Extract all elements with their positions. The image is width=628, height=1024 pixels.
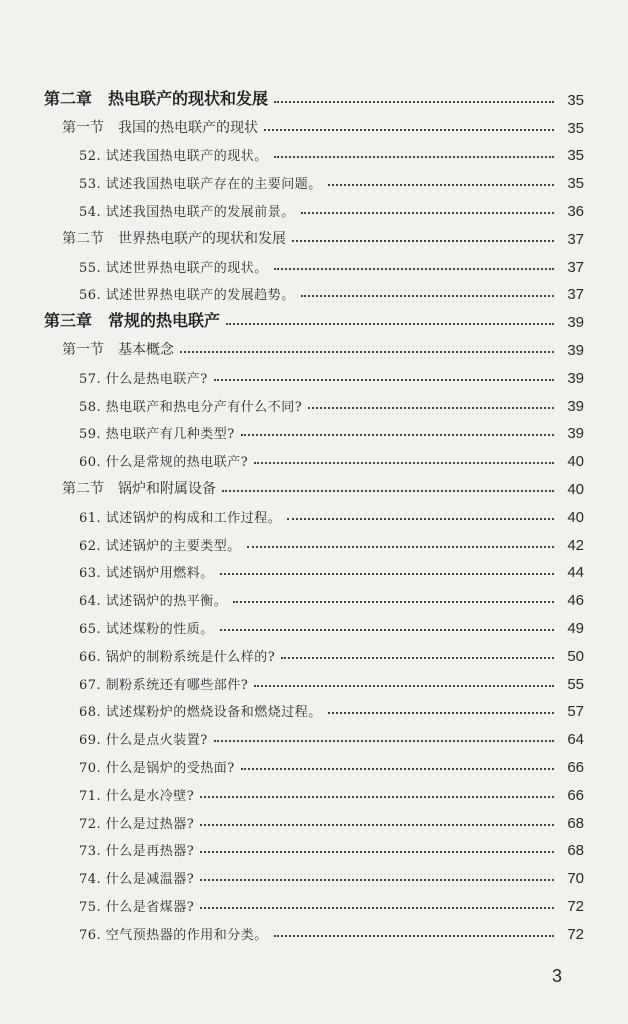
dot-leader [180,351,554,353]
dot-leader [254,685,554,687]
toc-entry-title: 75. 什么是省煤器? [79,899,195,915]
toc-section-entry [44,470,584,498]
toc-entry-page: 35 [567,175,584,193]
toc-entry-page: 39 [567,425,584,443]
toc-entry-page: 39 [567,341,584,359]
toc-entry-page: 70 [567,870,584,888]
toc-entry-title: 第一节 我国的热电联产的现状 [62,119,258,136]
toc-entry-title: 66. 锅炉的制粉系统是什么样的? [79,649,276,665]
dot-leader [241,768,554,770]
dot-leader [264,129,554,131]
toc-entry-title: 58. 热电联产和热电分产有什么不同? [79,399,303,415]
toc-entry-title: 59. 热电联产有几种类型? [79,427,235,443]
toc-entry-page: 42 [567,536,584,554]
dot-leader [308,407,554,409]
dot-leader [301,212,554,214]
toc-entry-title: 61. 试述锅炉的构成和工作过程。 [79,510,282,526]
toc-entry-page: 46 [567,592,584,610]
dot-leader [281,657,554,659]
toc-entry-title: 第二节 锅炉和附属设备 [62,480,216,497]
toc-entry-page: 57 [567,703,584,721]
toc-item-entry [44,609,584,637]
toc-entry-title: 67. 制粉系统还有哪些部件? [79,677,249,693]
toc-entry-page: 68 [567,842,584,860]
toc-entry-title: 53. 试述我国热电联产存在的主要问题。 [79,177,322,193]
toc-entry-title: 56. 试述世界热电联产的发展趋势。 [79,288,295,304]
toc-entry-title: 64. 试述锅炉的热平衡。 [79,594,228,610]
page-number: 3 [552,966,563,986]
toc-entry-page: 55 [567,675,584,693]
dot-leader [200,824,554,826]
toc-entry-page: 39 [567,314,584,332]
toc-entry-title: 第一节 基本概念 [62,341,174,358]
toc-item-entry [44,859,584,887]
toc-entry-page: 50 [567,647,584,665]
dot-leader [200,907,554,909]
dot-leader [328,712,554,714]
dot-leader [274,935,554,937]
toc-entry-title: 68. 试述煤粉炉的燃烧设备和燃烧过程。 [79,705,322,721]
toc-item-entry [44,887,584,915]
dot-leader [301,295,554,297]
toc-entry-page: 44 [567,564,584,582]
toc-chapter-entry [44,303,584,331]
dot-leader [254,462,554,464]
toc-item-entry [44,832,584,860]
toc-entry-title: 55. 试述世界热电联产的现状。 [79,260,268,276]
toc-entry-page: 64 [567,731,584,749]
dot-leader [274,156,554,158]
toc-entry-title: 62. 试述锅炉的主要类型。 [79,538,241,554]
toc-entry-page: 37 [567,286,584,304]
toc-entry-page: 40 [567,508,584,526]
toc-item-entry [44,748,584,776]
toc-item-entry [44,192,584,220]
table-of-contents [44,81,584,943]
toc-item-entry [44,248,584,276]
toc-item-entry [44,554,584,582]
dot-leader [200,851,554,853]
toc-entry-page: 68 [567,814,584,832]
toc-entry-title: 70. 什么是锅炉的受热面? [79,760,235,776]
dot-leader [200,879,554,881]
toc-entry-title: 第二节 世界热电联产的现状和发展 [62,230,286,247]
toc-item-entry [44,164,584,192]
toc-entry-title: 76. 空气预热器的作用和分类。 [79,927,268,943]
toc-entry-title: 65. 试述煤粉的性质。 [79,621,214,637]
toc-entry-title: 71. 什么是水冷壁? [79,788,195,804]
toc-entry-page: 37 [567,230,584,248]
toc-item-entry [44,665,584,693]
toc-entry-title: 74. 什么是减温器? [79,872,195,888]
toc-item-entry [44,415,584,443]
toc-entry-page: 66 [567,786,584,804]
toc-item-entry [44,442,584,470]
dot-leader [233,601,554,603]
toc-item-entry [44,915,584,943]
dot-leader [247,546,554,548]
dot-leader [274,101,554,103]
toc-entry-page: 35 [567,91,584,109]
toc-entry-page: 37 [567,258,584,276]
toc-entry-page: 40 [567,453,584,471]
toc-entry-title: 54. 试述我国热电联产的发展前景。 [79,204,295,220]
toc-item-entry [44,137,584,165]
toc-section-entry [44,220,584,248]
toc-entry-title: 69. 什么是点火装置? [79,733,208,749]
toc-entry-page: 39 [567,397,584,415]
toc-entry-title: 60. 什么是常规的热电联产? [79,455,249,471]
dot-leader [241,434,554,436]
dot-leader [287,518,554,520]
dot-leader [226,323,554,325]
toc-entry-page: 35 [567,147,584,165]
toc-item-entry [44,387,584,415]
dot-leader [220,573,554,575]
toc-entry-title: 73. 什么是再热器? [79,844,195,860]
toc-item-entry [44,720,584,748]
dot-leader [292,240,554,242]
toc-entry-title: 63. 试述锅炉用燃料。 [79,566,214,582]
dot-leader [200,796,554,798]
toc-item-entry [44,637,584,665]
dot-leader [214,379,554,381]
toc-section-entry [44,331,584,359]
toc-item-entry [44,526,584,554]
dot-leader [214,740,554,742]
dot-leader [328,184,554,186]
toc-chapter-entry [44,81,584,109]
toc-section-entry [44,109,584,137]
toc-item-entry [44,581,584,609]
toc-entry-title: 第二章 热电联产的现状和发展 [44,88,269,108]
dot-leader [222,490,554,492]
toc-entry-page: 66 [567,758,584,776]
toc-entry-title: 72. 什么是过热器? [79,816,195,832]
toc-item-entry [44,776,584,804]
toc-item-entry [44,276,584,304]
toc-item-entry [44,804,584,832]
dot-leader [220,629,554,631]
toc-item-entry [44,498,584,526]
toc-entry-page: 35 [567,119,584,137]
toc-entry-page: 49 [567,619,584,637]
toc-entry-page: 72 [567,897,584,915]
toc-entry-page: 40 [567,480,584,498]
toc-item-entry [44,359,584,387]
toc-entry-page: 36 [567,202,584,220]
dot-leader [274,268,554,270]
toc-entry-title: 57. 什么是热电联产? [79,371,208,387]
toc-entry-page: 39 [567,369,584,387]
toc-item-entry [44,693,584,721]
toc-entry-title: 第三章 常规的热电联产 [44,311,221,331]
toc-entry-page: 72 [567,925,584,943]
toc-entry-title: 52. 试述我国热电联产的现状。 [79,149,268,165]
